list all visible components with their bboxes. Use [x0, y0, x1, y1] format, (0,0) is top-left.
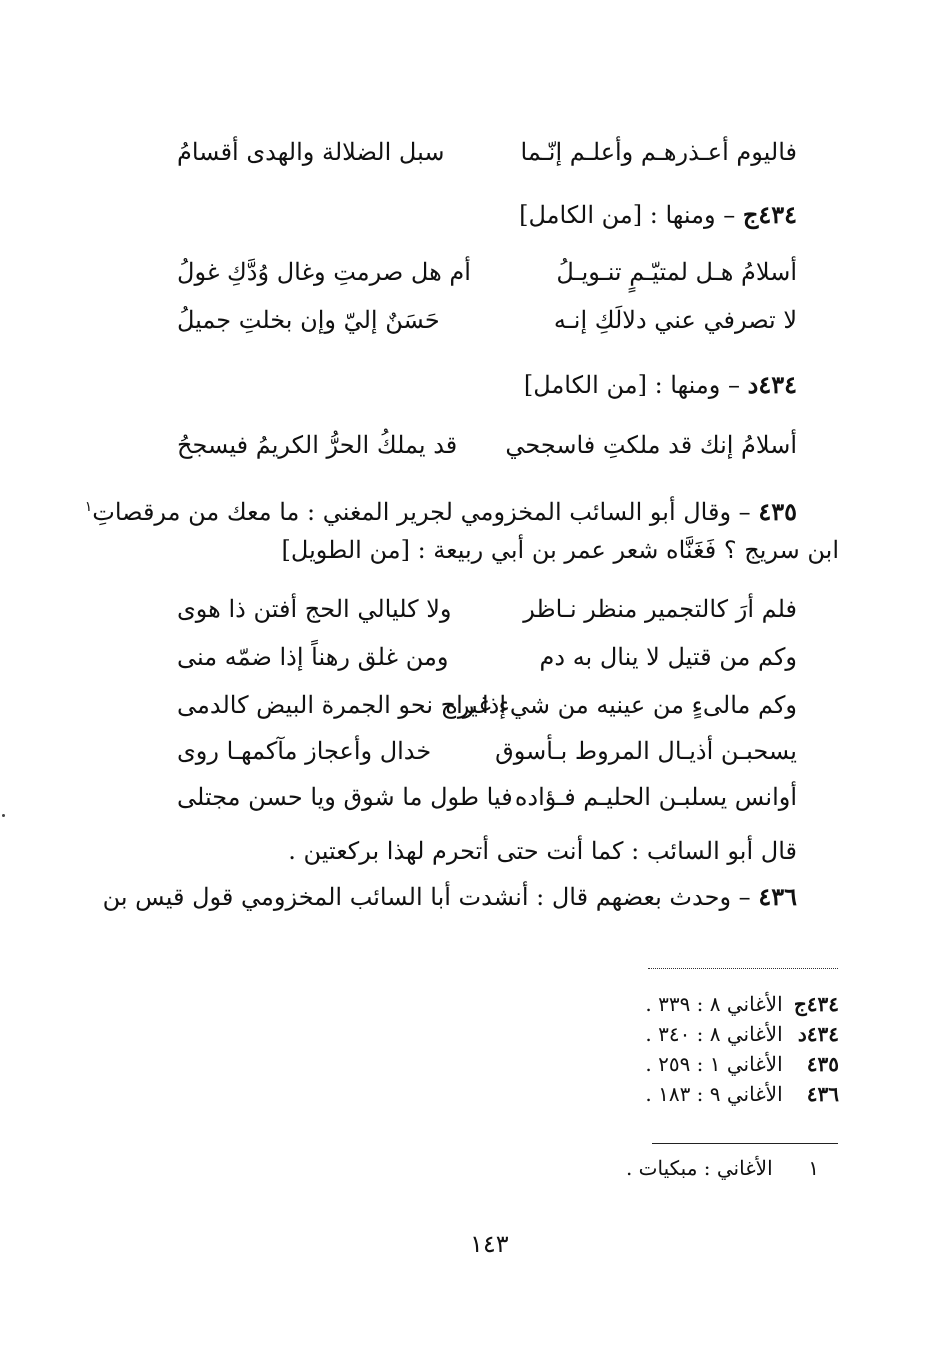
- hemistich-first: وكم من قتيل لا ينال به دم: [539, 643, 797, 671]
- hemistich-second: فيا طول ما شوق ويا حسن مجتلى: [177, 783, 513, 811]
- entry-436: [103, 882, 797, 912]
- footnote: [626, 1154, 819, 1182]
- source-citation: الأغاني ٨ : ٣٤٠ .: [645, 1022, 783, 1046]
- verse-line: [177, 255, 797, 289]
- source-citation: الأغاني ١ : ٢٥٩ .: [645, 1052, 783, 1076]
- hemistich-second: ولا كليالي الحج أفتن ذا هوى: [177, 595, 452, 623]
- source-ref: [645, 1020, 839, 1048]
- hemistich-first: فلم أرَ كالتجمير منظر نـاظر: [523, 595, 797, 623]
- source-ref: [645, 1050, 839, 1078]
- entry-number: ٤٣٤ج: [742, 200, 797, 229]
- entry-heading-434c: [519, 200, 797, 230]
- page-number: ١٤٣: [470, 1230, 509, 1258]
- footnote-number: ١: [808, 1156, 819, 1180]
- hemistich-first: يسحبـن أذيـال المروط بـأسوق: [495, 737, 797, 765]
- hemistich-second: إذا راح نحو الجمرة البيض كالدمى: [177, 691, 507, 719]
- hemistich-second: قد يملكُ الحرُّ الكريمُ فيسجحُ: [177, 431, 458, 459]
- verse-line: [177, 592, 797, 626]
- hemistich-second: حَسَنٌ إليّ وإن بخلتِ جميلُ: [177, 306, 440, 334]
- sources-separator: [648, 968, 838, 969]
- verse-line: [177, 780, 797, 814]
- verse-line: [177, 428, 797, 462]
- hemistich-first: أسلامُ هـل لمتيّـمٍ تنـويـلُ: [556, 258, 797, 286]
- entry-heading-434d: [524, 370, 797, 400]
- footnote-separator: [652, 1143, 838, 1144]
- source-entry-number: ٤٣٦: [806, 1082, 839, 1106]
- entry-number: ٤٣٦: [758, 882, 797, 911]
- entry-number: ٤٣٥: [758, 497, 797, 526]
- hemistich-first: فاليوم أعـذرهـم وأعلـم إنّـما: [520, 138, 797, 166]
- entry-heading-text: – ومنها : [من الكامل]: [523, 371, 740, 399]
- hemistich-first: أوانس يسلبـن الحليـم فـؤاده: [514, 783, 797, 811]
- source-citation: الأغاني ٨ : ٣٣٩ .: [645, 992, 783, 1016]
- hemistich-first: لا تصرفي عني دلالَكِ إنـه: [553, 306, 797, 334]
- entry-435-line2: ابن سريج ؟ فَغَنَّاه شعر عمر بن أبي ربيعة : [من الطويل]: [281, 536, 839, 564]
- source-citation: الأغاني ٩ : ١٨٣ .: [645, 1082, 783, 1106]
- hemistich-second: ومن غلق رهناً إذا ضمّه منى: [177, 643, 449, 671]
- verse-line: [177, 640, 797, 674]
- hemistich-first: أسلامُ إنك قد ملكتِ فاسجحي: [505, 431, 797, 459]
- verse-line: [177, 734, 797, 768]
- footnote-marker: ١: [84, 499, 93, 515]
- source-ref: [645, 1080, 839, 1108]
- hemistich-first: وكم مالىءٍ من عينيه من شيء غيره: [445, 691, 797, 719]
- entry-435-line1: [85, 492, 797, 527]
- hemistich-second: سبل الضلالة والهدى أقسامُ: [177, 138, 445, 166]
- verse-line: [177, 688, 797, 722]
- source-entry-number: ٤٣٤ج: [793, 992, 839, 1016]
- entry-text: – وقال أبو السائب المخزومي لجرير المغني : ما معك من مرقصاتِ: [92, 498, 751, 526]
- entry-435-closing: قال أبو السائب : كما أنت حتى أتحرم لهذا بركعتين .: [288, 837, 797, 865]
- entry-number: ٤٣٤د: [747, 370, 797, 399]
- verse-line: [177, 303, 797, 337]
- source-entry-number: ٤٣٥: [806, 1052, 839, 1076]
- footnote-text: الأغاني : مبكيات .: [625, 1156, 773, 1180]
- hemistich-second: خدال وأعجاز مآكمهـا روى: [177, 737, 432, 765]
- verse-line: [177, 135, 797, 169]
- source-entry-number: ٤٣٤د: [797, 1022, 839, 1046]
- scan-speck: [2, 814, 5, 817]
- entry-text: – وحدث بعضهم قال : أنشدت أبا السائب المخزومي قول قيس بن: [102, 883, 751, 911]
- entry-heading-text: – ومنها : [من الكامل]: [519, 201, 736, 229]
- hemistich-second: أم هل صرمتِ وغال وُدَّكِ غولُ: [177, 258, 471, 286]
- source-ref: [645, 990, 839, 1018]
